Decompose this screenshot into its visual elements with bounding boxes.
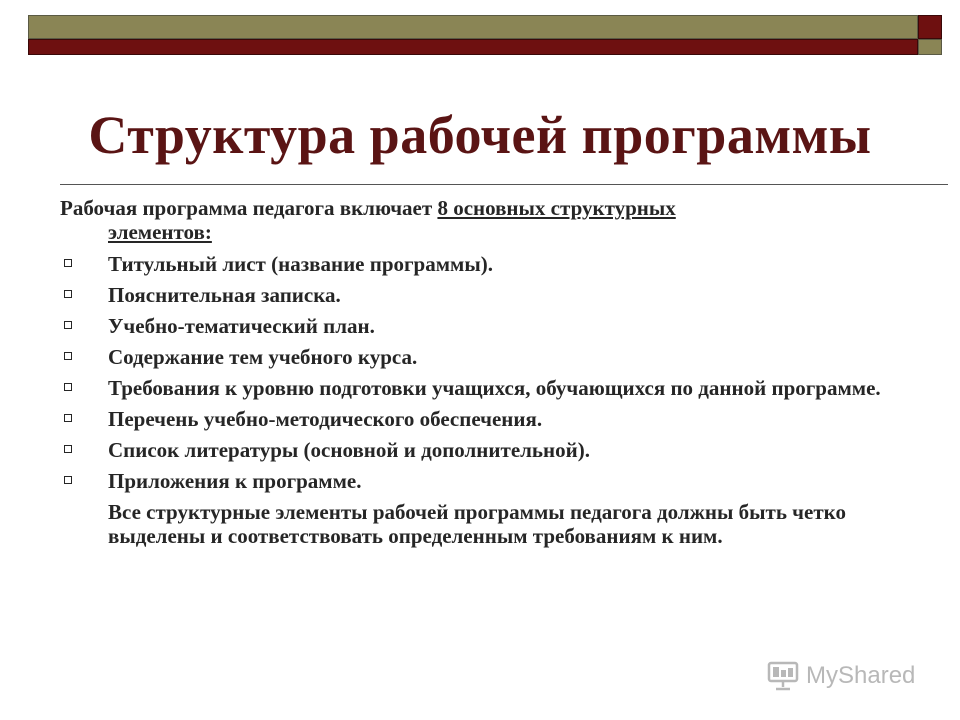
- square-bullet-icon: [64, 476, 72, 484]
- list-item: [60, 345, 920, 369]
- list-item-text: Список литературы (основной и дополнительной).: [108, 438, 590, 462]
- square-bullet-icon: [64, 290, 72, 298]
- structure-list: [60, 252, 920, 493]
- header-bar-dark-red: [28, 39, 918, 55]
- square-bullet-icon: [64, 352, 72, 360]
- list-item: [60, 376, 920, 400]
- watermark-text: MyShared: [806, 662, 916, 689]
- closing-paragraph: Все структурные элементы рабочей программы педагога должны быть четко выделены и соответствовать определенным требованиям к ним.: [108, 500, 846, 548]
- list-item-text: Требования к уровню подготовки учащихся, обучающихся по данной программе.: [108, 376, 881, 400]
- square-bullet-icon: [64, 259, 72, 267]
- header-corner-olive-block: [918, 39, 942, 55]
- square-bullet-icon: [64, 321, 72, 329]
- list-item-text: Перечень учебно-методического обеспечения.: [108, 407, 543, 431]
- intro-highlight: 8 основных структурных: [437, 196, 676, 220]
- list-item: [60, 407, 920, 431]
- header-bar-olive: [28, 15, 918, 39]
- intro-highlight-continued: элементов:: [108, 220, 212, 244]
- square-bullet-icon: [64, 383, 72, 391]
- intro-prefix: Рабочая программа педагога включает: [60, 196, 438, 220]
- watermark: [766, 656, 915, 696]
- list-item: [60, 438, 920, 462]
- list-item-text: Титульный лист (название программы).: [108, 252, 493, 276]
- list-item: [60, 469, 920, 493]
- slide-body: [60, 196, 920, 548]
- square-bullet-icon: [64, 445, 72, 453]
- square-bullet-icon: [64, 414, 72, 422]
- list-item: [60, 314, 920, 338]
- intro-paragraph: [60, 196, 920, 244]
- list-item-text: Приложения к программе.: [108, 469, 362, 493]
- list-item-text: Учебно-тематический план.: [108, 314, 375, 338]
- presentation-board-icon: [766, 659, 800, 693]
- header-corner-dark-block: [918, 15, 942, 39]
- list-item: [60, 252, 920, 276]
- title-divider: [60, 184, 948, 185]
- slide-title: Структура рабочей программы: [88, 105, 872, 165]
- list-item-text: Пояснительная записка.: [108, 283, 341, 307]
- list-item: [60, 283, 920, 307]
- list-item-text: Содержание тем учебного курса.: [108, 345, 418, 369]
